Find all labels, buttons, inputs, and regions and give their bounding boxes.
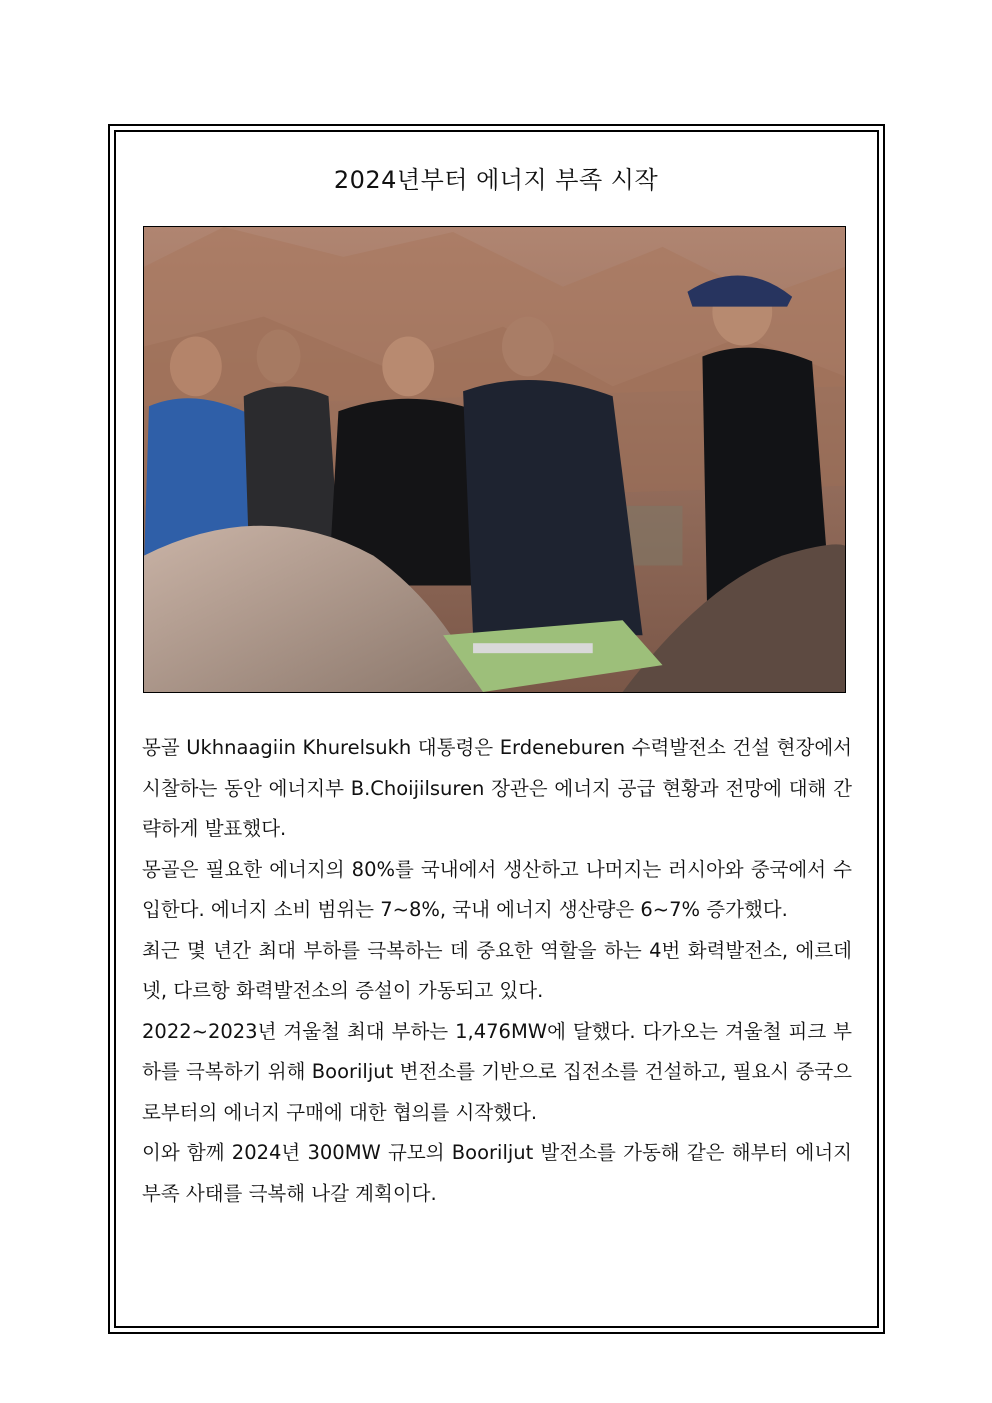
article-photo xyxy=(143,226,846,693)
paragraph-3: 최근 몇 년간 최대 부하를 극복하는 데 중요한 역할을 하는 4번 화력발전소, 에르데넷, 다르항 화력발전소의 증설이 가동되고 있다. xyxy=(142,938,852,1002)
paragraph-4: 2022~2023년 겨울철 최대 부하는 1,476MW에 달했다. 다가오는 겨울철 피크 부하를 극복하기 위해 Booriljut 변전소를 기반으로 집전소를 건설하고, 필요시 중국으로부터의 에너지 구매에 대한 협의를 시작했다. xyxy=(142,1019,852,1124)
photo-illustration xyxy=(144,227,845,692)
article-title: 2024년부터 에너지 부족 시작 xyxy=(333,166,659,194)
paragraph-1: 몽골 Ukhnaagiin Khurelsukh 대통령은 Erdeneburen 수력발전소 건설 현장에서 시찰하는 동안 에너지부 B.Choijilsuren 장관은 에너지 공급 현황과 전망에 대해 간략하게 발표했다. xyxy=(142,736,852,840)
paragraph-2: 몽골은 필요한 에너지의 80%를 국내에서 생산하고 나머지는 러시아와 중국에서 수입한다. 에너지 소비 범위는 7~8%, 국내 에너지 생산량은 6~7% 증가했다. xyxy=(142,857,852,921)
article-body xyxy=(142,728,852,1214)
paragraph-5: 이와 함께 2024년 300MW 규모의 Booriljut 발전소를 가동해 같은 해부터 에너지 부족 사태를 극복해 나갈 계획이다. xyxy=(142,1141,852,1205)
